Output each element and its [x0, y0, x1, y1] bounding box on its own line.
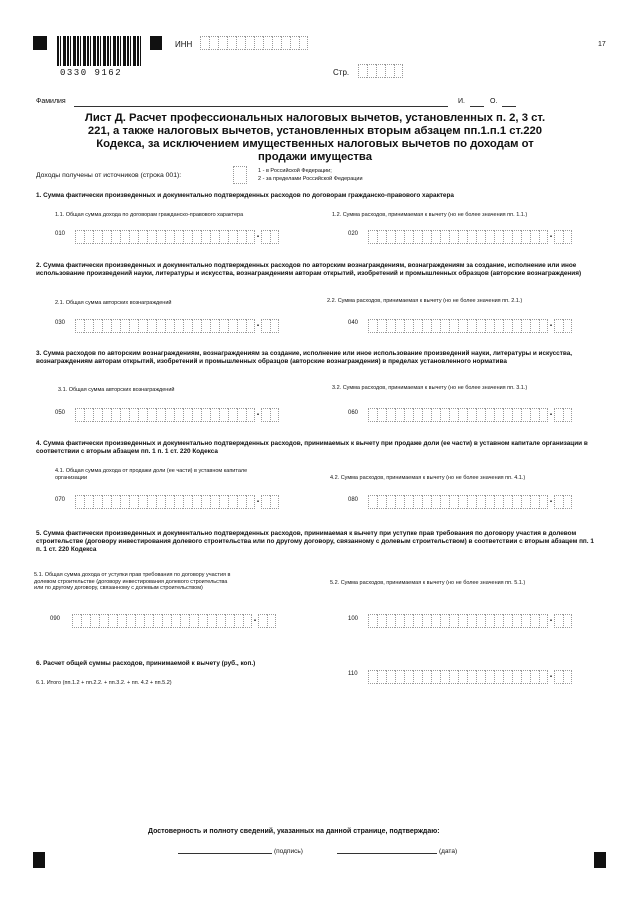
page-number: 17 — [598, 41, 606, 48]
corner-marker-bottom-left — [33, 852, 45, 868]
section-5-right-label: 5.2. Сумма расходов, принимаемая к вычету (но не более значения пп. 5.1.) — [330, 580, 526, 586]
section-3-right-code: 060 — [348, 410, 359, 416]
income-source-label: Доходы получены от источников (строка 001): — [36, 172, 182, 179]
signature-label: (подпись) — [274, 848, 303, 855]
amount-field-100[interactable]: . — [368, 610, 572, 628]
amount-field-110[interactable]: . — [368, 666, 572, 684]
section-3-right-label: 3.2. Сумма расходов, принимаемая к вычету (но не более значения пп. 3.1.) — [332, 385, 528, 391]
section-2-right-label: 2.2. Сумма расходов, принимаемая к вычету (но не более значения пп. 2.1.) — [327, 298, 523, 304]
section-4-left-code: 070 — [55, 497, 66, 503]
section-1-left-code: 010 — [55, 231, 66, 237]
total-label: 6.1. Итого (пп.1.2 + пп.2.2. + пп.3.2. + пп. 4.2 + пп.5.2) — [36, 680, 172, 686]
corner-marker-top-right — [150, 36, 162, 50]
confirmation-text: Достоверность и полноту сведений, указанных на данной странице, подтверждаю: — [148, 828, 440, 835]
barcode-number: 0330 9162 — [60, 68, 123, 78]
initial-o-label: О. — [490, 98, 498, 105]
section-2-left-code: 030 — [55, 320, 66, 326]
amount-field-090[interactable]: . — [72, 610, 276, 628]
date-field[interactable] — [337, 853, 437, 854]
amount-field-080[interactable]: . — [368, 491, 572, 509]
amount-field-020[interactable]: . — [368, 226, 572, 244]
initial-i-label: И. — [458, 98, 465, 105]
section-5-left-label: 5.1. Общая сумма дохода от уступки прав требования по договору участия в долевом строительстве (договору инвестирования долевого строительства или по другому договору, связанному с долевым строительством) — [34, 572, 231, 591]
barcode — [57, 36, 141, 66]
surname-label: Фамилия — [36, 98, 66, 105]
section-4-right-code: 080 — [348, 497, 359, 503]
inn-label: ИНН — [175, 40, 193, 49]
amount-field-010[interactable]: . — [75, 226, 279, 244]
section-1-left-label: 1.1. Общая сумма дохода по договорам гражданско-правового характера — [55, 212, 244, 218]
section-1-right-code: 020 — [348, 231, 359, 237]
surname-field[interactable] — [74, 106, 448, 107]
sheet-title: Лист Д. Расчет профессиональных налоговых вычетов, установленных п. 2, 3 ст. 221, а также налоговых вычетов, установленных вторым абзацем пп.1.п.1 ст.220 Кодекса, за исключением имущественных налоговых вычетов по доходам от продажи имущества — [84, 112, 546, 163]
income-source-option-2: 2 - за пределами Российской Федерации — [258, 176, 363, 182]
corner-marker-bottom-right — [594, 852, 606, 868]
signature-field[interactable] — [178, 853, 272, 854]
section-5-heading: 5. Сумма фактически произведенных и документально подтвержденных расходов, принимаемая к вычету при уступке прав требования по договору участия в долевом строительстве (договору инвестирования долевого строительства или по другому договору, связанному с долевым строительством) в соответствии с вторым абзацем пп. 1 п. 1 ст. 220 Кодекса — [36, 530, 594, 553]
amount-field-040[interactable]: . — [368, 315, 572, 333]
income-source-option-1: 1 - в Российской Федерации; — [258, 168, 332, 174]
amount-field-030[interactable]: . — [75, 315, 279, 333]
section-4-left-label: 4.1. Общая сумма дохода от продажи доли (ее части) в уставном капитале организации — [55, 468, 248, 481]
page-label: Стр. — [333, 68, 350, 77]
section-3-left-label: 3.1. Общая сумма авторских вознаграждений — [58, 387, 175, 393]
date-label: (дата) — [439, 848, 458, 855]
section-5-right-code: 100 — [348, 616, 359, 622]
section-2-heading: 2. Сумма фактически произведенных и документально подтвержденных расходов по авторским вознаграждениям, вознаграждениям за создание, исполнение или иное использование произведений науки, литературы и искусства, вознаграждениям авторам открытий, изобретений и промышленных образцов (авторские вознаграждения) — [36, 262, 582, 277]
total-heading: 6. Расчет общей суммы расходов, принимаемой к вычету (руб., коп.) — [36, 660, 256, 667]
section-3-left-code: 050 — [55, 410, 66, 416]
section-2-left-label: 2.1. Общая сумма авторских вознаграждений — [55, 300, 172, 306]
section-4-heading: 4. Сумма фактически произведенных и документально подтвержденных расходов, принимаемых к вычету при продаже доли (ее части) в уставном капитале организации в соответствии с вторым абзацем пп. 1 п. 1 ст. 220 Кодекса — [36, 440, 588, 455]
total-code: 110 — [348, 671, 358, 677]
section-1-right-label: 1.2. Сумма расходов, принимаемая к вычету (но не более значения пп. 1.1.) — [332, 212, 528, 218]
amount-field-070[interactable]: . — [75, 491, 279, 509]
initial-o-field[interactable] — [502, 106, 516, 107]
section-3-heading: 3. Сумма расходов по авторским вознаграждениям, вознаграждениям за создание, исполнение или иное использование произведений науки, литературы и искусства, вознаграждениям авторам открытий, изобретений и промышленных образцов (авторские вознаграждения) в пределах установленного норматива — [36, 350, 573, 365]
initial-i-field[interactable] — [470, 106, 484, 107]
amount-field-050[interactable]: . — [75, 404, 279, 422]
inn-field[interactable] — [200, 36, 308, 50]
corner-marker-top-left — [33, 36, 47, 50]
amount-field-060[interactable]: . — [368, 404, 572, 422]
page-field[interactable] — [358, 64, 403, 78]
income-source-field[interactable] — [233, 166, 247, 184]
section-1-heading: 1. Сумма фактически произведенных и документально подтвержденных расходов по договорам гражданско-правового характера — [36, 192, 454, 199]
section-4-right-label: 4.2. Сумма расходов, принимаемая к вычету (но не более значения пп. 4.1.) — [330, 475, 526, 481]
section-5-left-code: 090 — [50, 616, 61, 622]
section-2-right-code: 040 — [348, 320, 359, 326]
